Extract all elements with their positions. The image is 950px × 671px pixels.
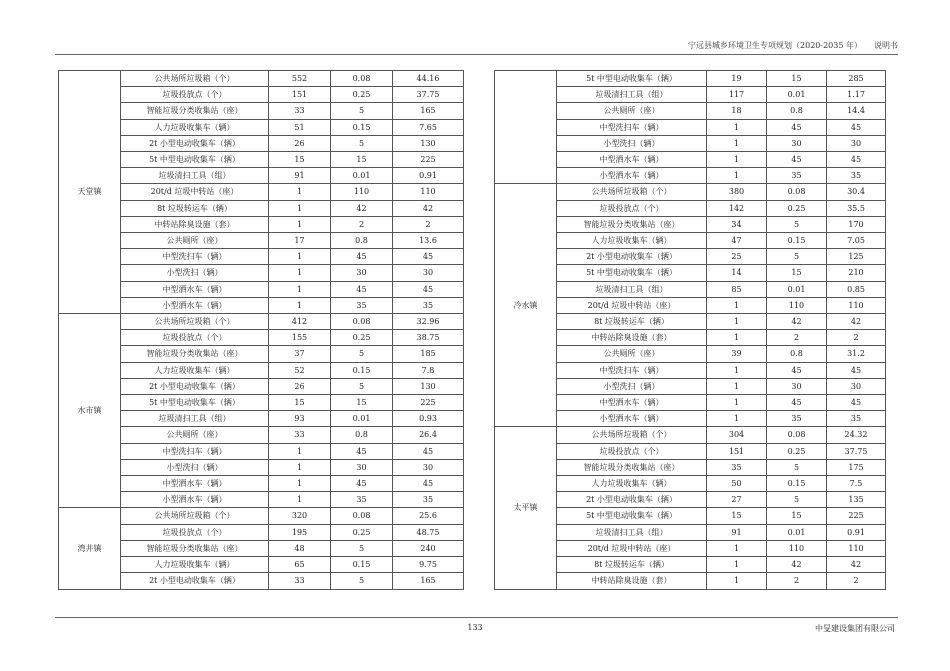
total-cost-cell: 165 <box>393 573 464 589</box>
total-cost-cell: 170 <box>827 216 886 232</box>
facility-item-cell: 中型洒水车（辆） <box>557 152 707 168</box>
facility-item-cell: 公共场所垃圾箱（个） <box>121 314 269 330</box>
facility-item-cell: 中型洗扫车（辆） <box>557 119 707 135</box>
quantity-cell: 1 <box>269 184 331 200</box>
quantity-cell: 1 <box>707 314 767 330</box>
facility-item-cell: 公共场所垃圾箱（个） <box>121 71 269 87</box>
total-cost-cell: 0.85 <box>827 281 886 297</box>
footer-rule <box>55 617 898 618</box>
facility-item-cell: 人力垃圾收集车（辆） <box>557 476 707 492</box>
facility-item-cell: 2t 小型电动收集车（辆） <box>121 573 269 589</box>
unit-cost-cell: 45 <box>331 281 393 297</box>
facility-item-cell: 公共场所垃圾箱（个） <box>121 508 269 524</box>
unit-cost-cell: 45 <box>767 395 827 411</box>
unit-cost-cell: 0.8 <box>331 233 393 249</box>
total-cost-cell: 110 <box>827 540 886 556</box>
table-row <box>59 314 464 330</box>
unit-cost-cell: 0.25 <box>331 524 393 540</box>
quantity-cell: 1 <box>707 395 767 411</box>
unit-cost-cell: 5 <box>331 103 393 119</box>
facility-item-cell: 垃圾清扫工具（组） <box>121 168 269 184</box>
page-header <box>688 40 898 51</box>
document-title: 宁远县城乡环境卫生专项规划（2020-2035 年） <box>688 41 862 50</box>
quantity-cell: 1 <box>707 362 767 378</box>
unit-cost-cell: 45 <box>331 476 393 492</box>
total-cost-cell: 45 <box>393 281 464 297</box>
quantity-cell: 151 <box>269 87 331 103</box>
quantity-cell: 1 <box>707 168 767 184</box>
unit-cost-cell: 0.15 <box>767 476 827 492</box>
total-cost-cell: 30 <box>827 135 886 151</box>
unit-cost-cell: 110 <box>331 184 393 200</box>
total-cost-cell: 165 <box>393 103 464 119</box>
unit-cost-cell: 5 <box>331 378 393 394</box>
company-name: 中旻建设集团有限公司 <box>815 624 895 633</box>
total-cost-cell: 45 <box>827 119 886 135</box>
quantity-cell: 1 <box>269 459 331 475</box>
unit-cost-cell: 2 <box>331 216 393 232</box>
facility-item-cell: 中型洗扫车（辆） <box>557 362 707 378</box>
unit-cost-cell: 5 <box>767 492 827 508</box>
unit-cost-cell: 0.15 <box>331 362 393 378</box>
quantity-cell: 304 <box>707 427 767 443</box>
unit-cost-cell: 0.01 <box>331 168 393 184</box>
facility-item-cell: 小型洗扫（辆） <box>557 378 707 394</box>
facility-item-cell: 小型洒水车（辆） <box>121 297 269 313</box>
facility-item-cell: 智能垃圾分类收集站（座） <box>557 459 707 475</box>
document-type: 说明书 <box>874 41 898 50</box>
total-cost-cell: 25.6 <box>393 508 464 524</box>
total-cost-cell: 7.8 <box>393 362 464 378</box>
quantity-cell: 19 <box>707 71 767 87</box>
facility-item-cell: 5t 中型电动收集车（辆） <box>121 152 269 168</box>
total-cost-cell: 0.93 <box>393 411 464 427</box>
unit-cost-cell: 0.01 <box>767 524 827 540</box>
facility-item-cell: 中型洒水车（辆） <box>557 395 707 411</box>
unit-cost-cell: 30 <box>767 135 827 151</box>
facility-item-cell: 垃圾投放点（个） <box>121 87 269 103</box>
total-cost-cell: 130 <box>393 135 464 151</box>
unit-cost-cell: 0.01 <box>331 411 393 427</box>
unit-cost-cell: 5 <box>767 216 827 232</box>
total-cost-cell: 130 <box>393 378 464 394</box>
unit-cost-cell: 45 <box>331 443 393 459</box>
quantity-cell: 26 <box>269 378 331 394</box>
unit-cost-cell: 0.15 <box>331 119 393 135</box>
total-cost-cell: 185 <box>393 346 464 362</box>
total-cost-cell: 45 <box>827 152 886 168</box>
facility-item-cell: 2t 小型电动收集车（辆） <box>121 135 269 151</box>
unit-cost-cell: 45 <box>767 362 827 378</box>
facility-item-cell: 5t 中型电动收集车（辆） <box>557 71 707 87</box>
unit-cost-cell: 15 <box>767 508 827 524</box>
unit-cost-cell: 5 <box>767 459 827 475</box>
page-number: 133 <box>467 623 483 632</box>
facility-item-cell: 公共厕所（座） <box>557 103 707 119</box>
unit-cost-cell: 0.08 <box>331 71 393 87</box>
unit-cost-cell: 0.01 <box>767 87 827 103</box>
quantity-cell: 1 <box>707 411 767 427</box>
total-cost-cell: 2 <box>827 573 886 589</box>
total-cost-cell: 42 <box>827 314 886 330</box>
facility-item-cell: 智能垃圾分类收集站（座） <box>121 540 269 556</box>
unit-cost-cell: 42 <box>767 314 827 330</box>
facility-item-cell: 小型洗扫（辆） <box>557 135 707 151</box>
facility-item-cell: 人力垃圾收集车（辆） <box>121 557 269 573</box>
facility-item-cell: 垃圾清扫工具（组） <box>557 87 707 103</box>
facility-table-right <box>494 70 886 590</box>
quantity-cell: 33 <box>269 573 331 589</box>
facility-item-cell: 5t 中型电动收集车（辆） <box>121 395 269 411</box>
unit-cost-cell: 30 <box>331 459 393 475</box>
unit-cost-cell: 0.8 <box>331 427 393 443</box>
quantity-cell: 380 <box>707 184 767 200</box>
quantity-cell: 18 <box>707 103 767 119</box>
quantity-cell: 1 <box>269 200 331 216</box>
quantity-cell: 412 <box>269 314 331 330</box>
total-cost-cell: 225 <box>393 152 464 168</box>
facility-item-cell: 中型洒水车（辆） <box>121 281 269 297</box>
facility-item-cell: 2t 小型电动收集车（辆） <box>121 378 269 394</box>
table-row <box>59 508 464 524</box>
total-cost-cell: 35 <box>393 297 464 313</box>
quantity-cell: 33 <box>269 103 331 119</box>
facility-item-cell: 人力垃圾收集车（辆） <box>557 233 707 249</box>
facility-item-cell: 5t 中型电动收集车（辆） <box>557 508 707 524</box>
quantity-cell: 51 <box>269 119 331 135</box>
town-name-cell: 太平镇 <box>495 427 557 589</box>
total-cost-cell: 285 <box>827 71 886 87</box>
total-cost-cell: 38.75 <box>393 330 464 346</box>
quantity-cell: 1 <box>269 297 331 313</box>
total-cost-cell: 30.4 <box>827 184 886 200</box>
total-cost-cell: 210 <box>827 265 886 281</box>
unit-cost-cell: 5 <box>767 249 827 265</box>
quantity-cell: 14 <box>707 265 767 281</box>
facility-item-cell: 小型洒水车（辆） <box>557 411 707 427</box>
quantity-cell: 52 <box>269 362 331 378</box>
facility-item-cell: 垃圾清扫工具（组） <box>557 524 707 540</box>
quantity-cell: 93 <box>269 411 331 427</box>
total-cost-cell: 2 <box>827 330 886 346</box>
unit-cost-cell: 30 <box>767 378 827 394</box>
quantity-cell: 27 <box>707 492 767 508</box>
quantity-cell: 35 <box>707 459 767 475</box>
unit-cost-cell: 0.25 <box>767 443 827 459</box>
unit-cost-cell: 110 <box>767 297 827 313</box>
unit-cost-cell: 0.08 <box>331 314 393 330</box>
quantity-cell: 1 <box>269 265 331 281</box>
quantity-cell: 320 <box>269 508 331 524</box>
total-cost-cell: 44.16 <box>393 71 464 87</box>
facility-item-cell: 垃圾投放点（个） <box>557 443 707 459</box>
facility-item-cell: 中转站除臭设施（套） <box>121 216 269 232</box>
quantity-cell: 1 <box>269 216 331 232</box>
total-cost-cell: 31.2 <box>827 346 886 362</box>
unit-cost-cell: 0.01 <box>767 281 827 297</box>
quantity-cell: 85 <box>707 281 767 297</box>
unit-cost-cell: 45 <box>331 249 393 265</box>
quantity-cell: 1 <box>707 330 767 346</box>
total-cost-cell: 7.05 <box>827 233 886 249</box>
quantity-cell: 91 <box>707 524 767 540</box>
quantity-cell: 91 <box>269 168 331 184</box>
unit-cost-cell: 15 <box>767 71 827 87</box>
quantity-cell: 552 <box>269 71 331 87</box>
facility-table-left <box>58 70 464 590</box>
total-cost-cell: 1.17 <box>827 87 886 103</box>
quantity-cell: 1 <box>269 492 331 508</box>
unit-cost-cell: 0.08 <box>331 508 393 524</box>
total-cost-cell: 42 <box>393 200 464 216</box>
facility-item-cell: 8t 垃圾转运车（辆） <box>557 557 707 573</box>
facility-item-cell: 20t/d 垃圾中转站（座） <box>557 540 707 556</box>
table-row <box>59 71 464 87</box>
table-row <box>495 71 886 87</box>
total-cost-cell: 30 <box>393 459 464 475</box>
unit-cost-cell: 35 <box>331 297 393 313</box>
total-cost-cell: 175 <box>827 459 886 475</box>
total-cost-cell: 9.75 <box>393 557 464 573</box>
total-cost-cell: 35.5 <box>827 200 886 216</box>
total-cost-cell: 35 <box>827 411 886 427</box>
quantity-cell: 1 <box>707 573 767 589</box>
unit-cost-cell: 35 <box>331 492 393 508</box>
total-cost-cell: 14.4 <box>827 103 886 119</box>
table-row <box>495 184 886 200</box>
total-cost-cell: 225 <box>393 395 464 411</box>
facility-item-cell: 小型洗扫（辆） <box>121 459 269 475</box>
quantity-cell: 1 <box>707 152 767 168</box>
facility-item-cell: 20t/d 垃圾中转站（座） <box>557 297 707 313</box>
quantity-cell: 142 <box>707 200 767 216</box>
total-cost-cell: 35 <box>827 168 886 184</box>
total-cost-cell: 45 <box>393 443 464 459</box>
facility-item-cell: 人力垃圾收集车（辆） <box>121 119 269 135</box>
quantity-cell: 155 <box>269 330 331 346</box>
unit-cost-cell: 30 <box>331 265 393 281</box>
facility-item-cell: 8t 垃圾转运车（辆） <box>557 314 707 330</box>
unit-cost-cell: 35 <box>767 411 827 427</box>
facility-item-cell: 公共厕所（座） <box>121 427 269 443</box>
total-cost-cell: 35 <box>393 492 464 508</box>
facility-item-cell: 公共厕所（座） <box>557 346 707 362</box>
total-cost-cell: 42 <box>827 557 886 573</box>
unit-cost-cell: 15 <box>331 152 393 168</box>
quantity-cell: 117 <box>707 87 767 103</box>
total-cost-cell: 135 <box>827 492 886 508</box>
total-cost-cell: 24.32 <box>827 427 886 443</box>
quantity-cell: 1 <box>707 378 767 394</box>
unit-cost-cell: 2 <box>767 330 827 346</box>
facility-item-cell: 小型洒水车（辆） <box>121 492 269 508</box>
unit-cost-cell: 0.25 <box>331 330 393 346</box>
quantity-cell: 50 <box>707 476 767 492</box>
table-row <box>495 427 886 443</box>
unit-cost-cell: 0.15 <box>331 557 393 573</box>
facility-item-cell: 20t/d 垃圾中转站（座） <box>121 184 269 200</box>
quantity-cell: 15 <box>269 395 331 411</box>
facility-item-cell: 垃圾清扫工具（组） <box>121 411 269 427</box>
facility-item-cell: 公共场所垃圾箱（个） <box>557 184 707 200</box>
unit-cost-cell: 15 <box>767 265 827 281</box>
facility-item-cell: 中型洗扫车（辆） <box>121 249 269 265</box>
facility-item-cell: 垃圾投放点（个） <box>121 330 269 346</box>
quantity-cell: 1 <box>269 281 331 297</box>
quantity-cell: 1 <box>707 540 767 556</box>
quantity-cell: 47 <box>707 233 767 249</box>
quantity-cell: 17 <box>269 233 331 249</box>
total-cost-cell: 37.75 <box>393 87 464 103</box>
total-cost-cell: 7.65 <box>393 119 464 135</box>
quantity-cell: 37 <box>269 346 331 362</box>
quantity-cell: 1 <box>269 476 331 492</box>
quantity-cell: 26 <box>269 135 331 151</box>
quantity-cell: 15 <box>707 508 767 524</box>
total-cost-cell: 45 <box>827 362 886 378</box>
quantity-cell: 48 <box>269 540 331 556</box>
quantity-cell: 1 <box>269 443 331 459</box>
total-cost-cell: 37.75 <box>827 443 886 459</box>
facility-item-cell: 公共厕所（座） <box>121 233 269 249</box>
facility-item-cell: 垃圾投放点（个） <box>557 200 707 216</box>
town-name-cell: 水市镇 <box>59 314 121 508</box>
facility-item-cell: 小型洗扫（辆） <box>121 265 269 281</box>
unit-cost-cell: 5 <box>331 346 393 362</box>
total-cost-cell: 13.6 <box>393 233 464 249</box>
quantity-cell: 15 <box>269 152 331 168</box>
facility-item-cell: 智能垃圾分类收集站（座） <box>557 216 707 232</box>
unit-cost-cell: 42 <box>767 557 827 573</box>
total-cost-cell: 45 <box>827 395 886 411</box>
unit-cost-cell: 110 <box>767 540 827 556</box>
facility-item-cell: 中型洗扫车（辆） <box>121 443 269 459</box>
unit-cost-cell: 35 <box>767 168 827 184</box>
unit-cost-cell: 0.08 <box>767 184 827 200</box>
facility-item-cell: 公共场所垃圾箱（个） <box>557 427 707 443</box>
facility-item-cell: 小型洒水车（辆） <box>557 168 707 184</box>
quantity-cell: 25 <box>707 249 767 265</box>
town-name-cell: 冷水镇 <box>495 184 557 427</box>
facility-item-cell: 智能垃圾分类收集站（座） <box>121 103 269 119</box>
unit-cost-cell: 5 <box>331 540 393 556</box>
total-cost-cell: 125 <box>827 249 886 265</box>
quantity-cell: 34 <box>707 216 767 232</box>
unit-cost-cell: 0.8 <box>767 103 827 119</box>
total-cost-cell: 7.5 <box>827 476 886 492</box>
facility-item-cell: 垃圾投放点（个） <box>121 524 269 540</box>
quantity-cell: 195 <box>269 524 331 540</box>
unit-cost-cell: 15 <box>331 395 393 411</box>
total-cost-cell: 0.91 <box>827 524 886 540</box>
total-cost-cell: 225 <box>827 508 886 524</box>
facility-item-cell: 智能垃圾分类收集站（座） <box>121 346 269 362</box>
total-cost-cell: 32.96 <box>393 314 464 330</box>
unit-cost-cell: 5 <box>331 135 393 151</box>
facility-item-cell: 2t 小型电动收集车（辆） <box>557 492 707 508</box>
unit-cost-cell: 45 <box>767 119 827 135</box>
facility-item-cell: 2t 小型电动收集车（辆） <box>557 249 707 265</box>
quantity-cell: 1 <box>707 119 767 135</box>
quantity-cell: 1 <box>707 557 767 573</box>
total-cost-cell: 48.75 <box>393 524 464 540</box>
total-cost-cell: 30 <box>827 378 886 394</box>
quantity-cell: 39 <box>707 346 767 362</box>
unit-cost-cell: 45 <box>767 152 827 168</box>
facility-item-cell: 人力垃圾收集车（辆） <box>121 362 269 378</box>
total-cost-cell: 0.91 <box>393 168 464 184</box>
unit-cost-cell: 0.8 <box>767 346 827 362</box>
total-cost-cell: 30 <box>393 265 464 281</box>
quantity-cell: 1 <box>707 297 767 313</box>
unit-cost-cell: 0.25 <box>331 87 393 103</box>
town-name-cell: 天堂镇 <box>59 71 121 314</box>
unit-cost-cell: 0.25 <box>767 200 827 216</box>
total-cost-cell: 45 <box>393 249 464 265</box>
quantity-cell: 65 <box>269 557 331 573</box>
header-rule <box>55 54 898 55</box>
facility-item-cell: 5t 中型电动收集车（辆） <box>557 265 707 281</box>
facility-item-cell: 中型洒水车（辆） <box>121 476 269 492</box>
town-name-cell <box>495 71 557 184</box>
total-cost-cell: 110 <box>827 297 886 313</box>
facility-item-cell: 垃圾清扫工具（组） <box>557 281 707 297</box>
unit-cost-cell: 2 <box>767 573 827 589</box>
quantity-cell: 33 <box>269 427 331 443</box>
facility-item-cell: 8t 垃圾转运车（辆） <box>121 200 269 216</box>
total-cost-cell: 26.4 <box>393 427 464 443</box>
quantity-cell: 151 <box>707 443 767 459</box>
total-cost-cell: 110 <box>393 184 464 200</box>
unit-cost-cell: 42 <box>331 200 393 216</box>
total-cost-cell: 45 <box>393 476 464 492</box>
unit-cost-cell: 5 <box>331 573 393 589</box>
quantity-cell: 1 <box>269 249 331 265</box>
total-cost-cell: 2 <box>393 216 464 232</box>
town-name-cell: 湾井镇 <box>59 508 121 589</box>
facility-item-cell: 中转站除臭设施（套） <box>557 330 707 346</box>
unit-cost-cell: 0.08 <box>767 427 827 443</box>
facility-item-cell: 中转站除臭设施（套） <box>557 573 707 589</box>
unit-cost-cell: 0.15 <box>767 233 827 249</box>
quantity-cell: 1 <box>707 135 767 151</box>
total-cost-cell: 240 <box>393 540 464 556</box>
